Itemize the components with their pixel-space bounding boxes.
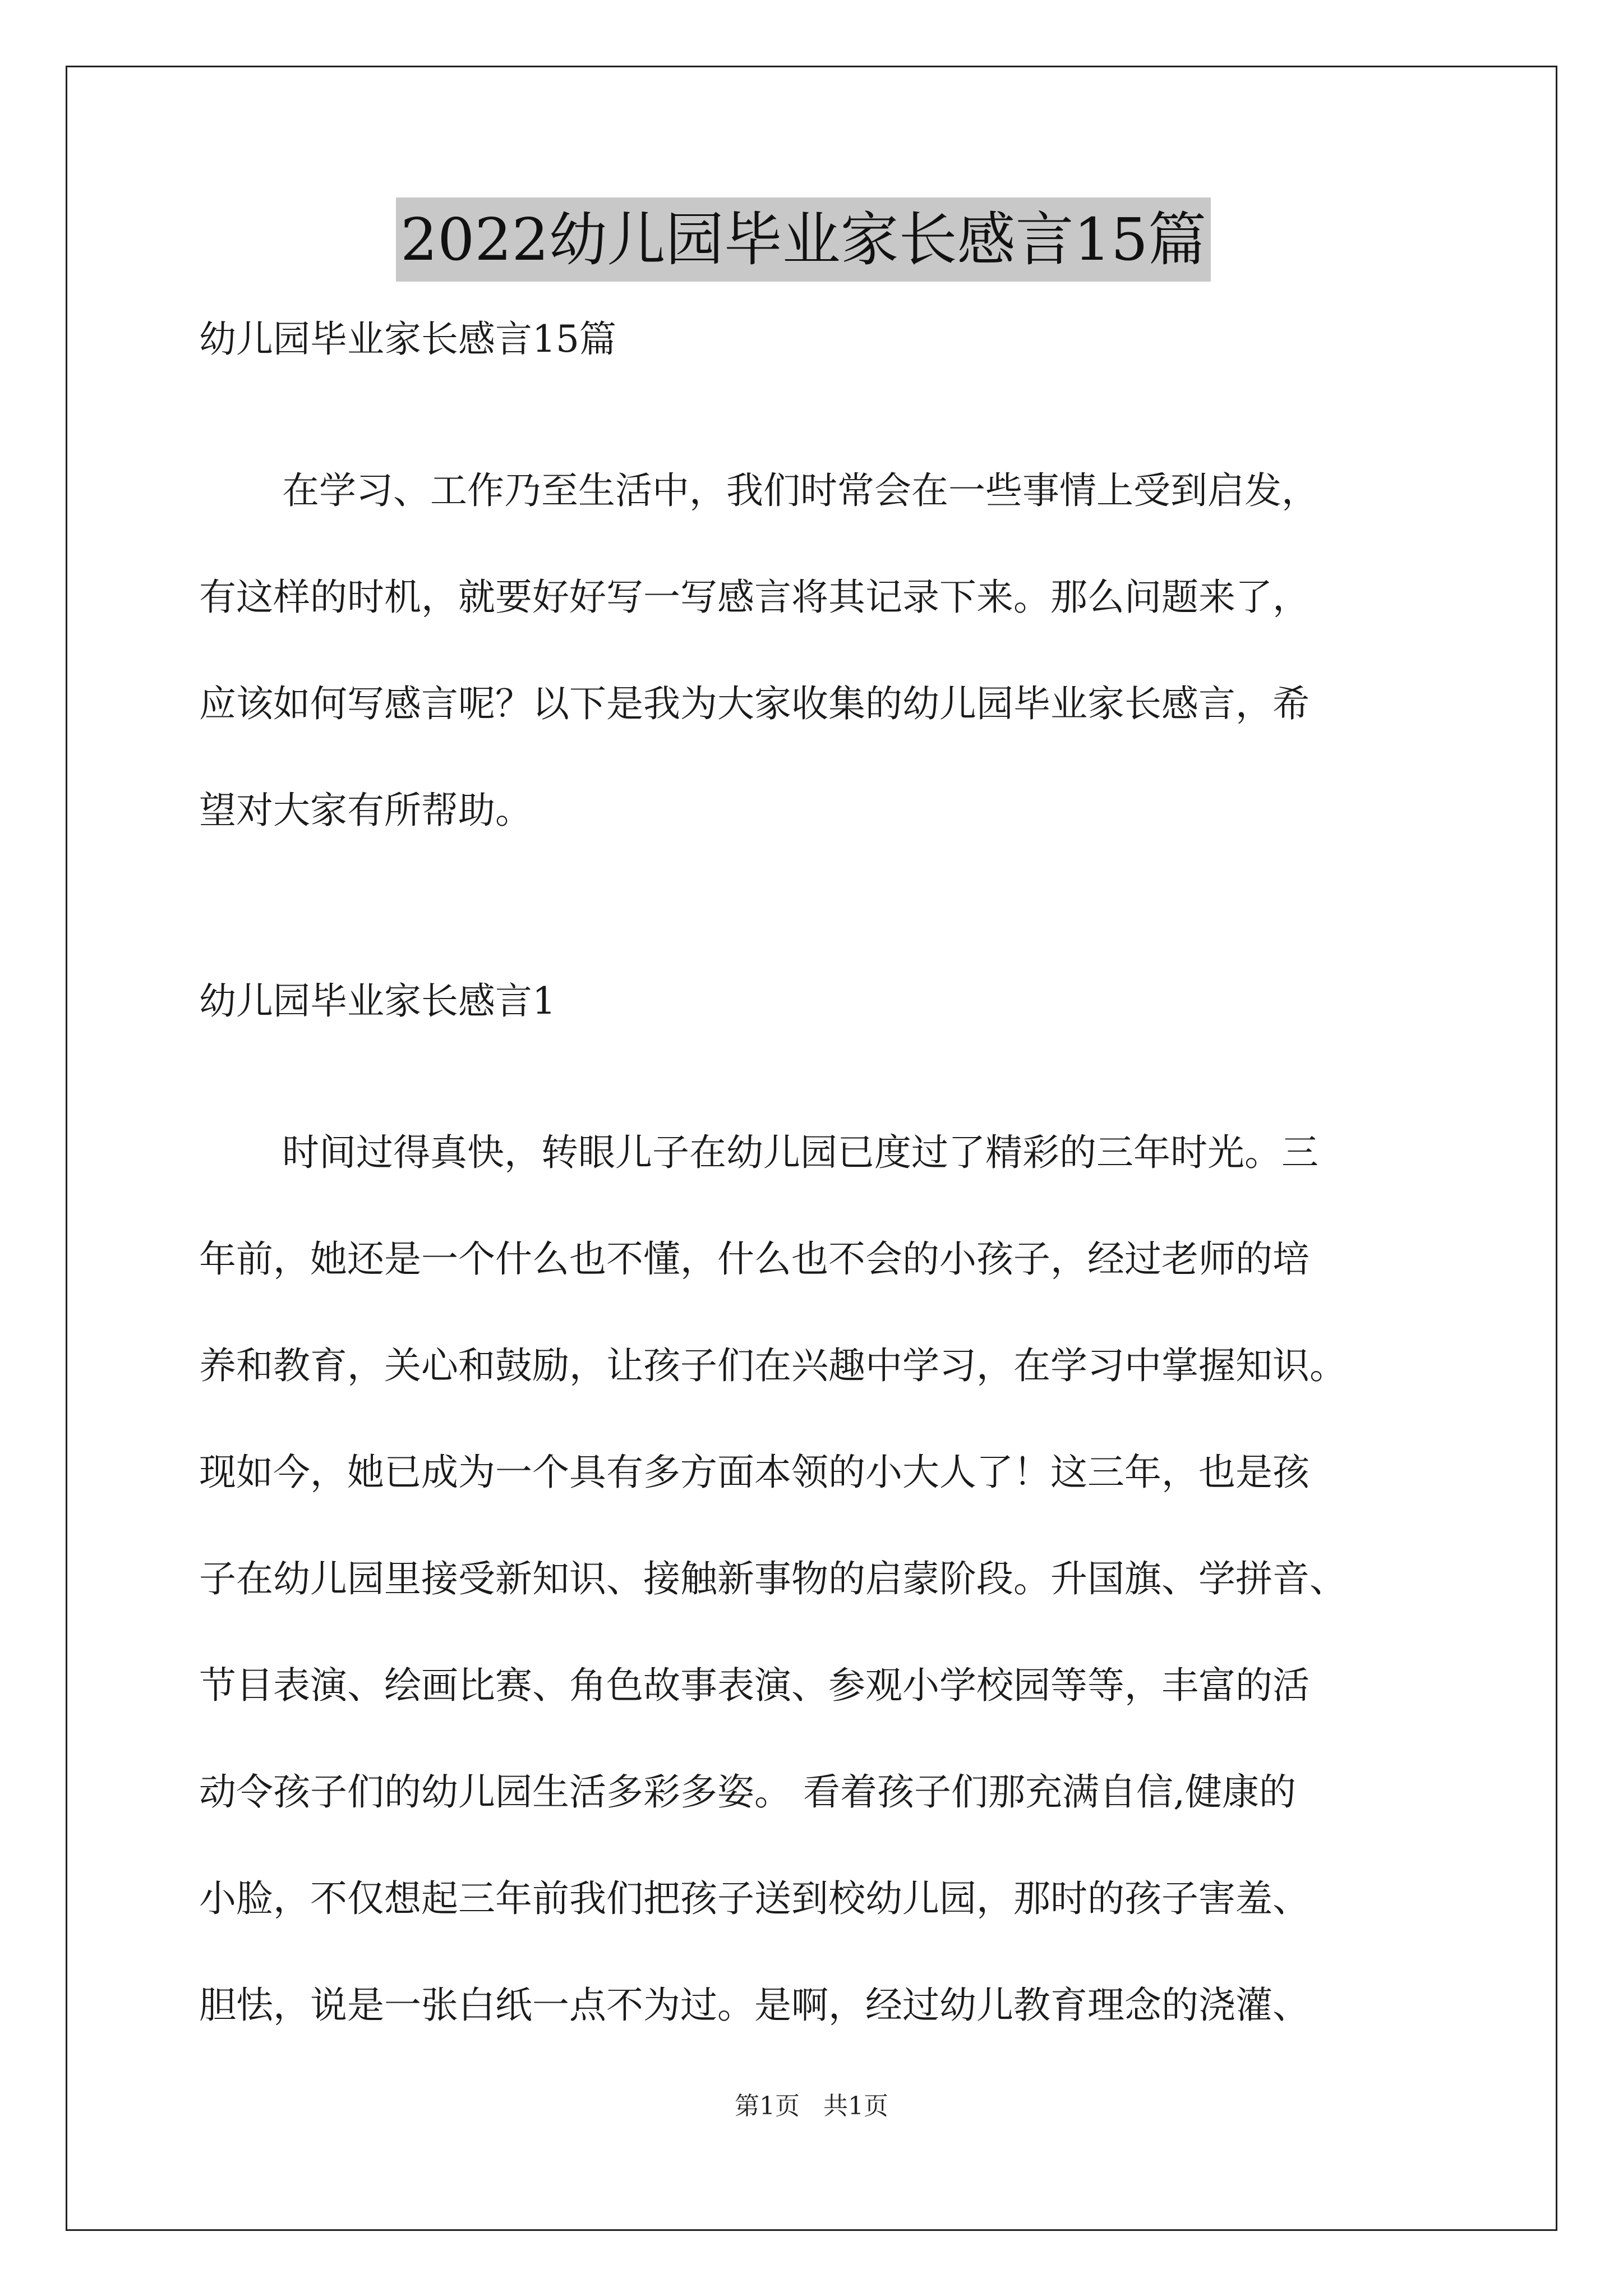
intro-paragraph [199, 438, 1478, 864]
section-paragraph [199, 1099, 1478, 2059]
section-line: 现如今，她已成为一个具有多方面本领的小大人了！这三年，也是孩 [199, 1451, 1310, 1494]
intro-line: 在学习、工作乃至生活中，我们时常会在一些事情上受到启发， [282, 469, 1318, 512]
document-title: 2022幼儿园毕业家长感言15篇 [396, 197, 1211, 282]
intro-line: 望对大家有所帮助。 [199, 789, 532, 832]
section-line: 节目表演、绘画比赛、角色故事表演、参观小学校园等等，丰富的活 [199, 1664, 1310, 1707]
section-line: 年前，她还是一个什么也不懂，什么也不会的小孩子，经过老师的培 [199, 1237, 1310, 1281]
page-footer: 第1页 共1页 [735, 2092, 888, 2120]
section-line: 养和教育，关心和鼓励，让孩子们在兴趣中学习，在学习中掌握知识。 [199, 1344, 1347, 1387]
section-line: 子在幼儿园里接受新知识、接触新事物的启蒙阶段。升国旗、学拼音、 [199, 1557, 1347, 1600]
section-line: 胆怯，说是一张白纸一点不为过。是啊，经过幼儿教育理念的浇灌、 [199, 1984, 1310, 2027]
intro-line: 有这样的时机，就要好好写一写感言将其记录下来。那么问题来了， [199, 576, 1310, 619]
document-subtitle: 幼儿园毕业家长感言15篇 [199, 318, 616, 361]
section-line: 小脸，不仅想起三年前我们把孩子送到校幼儿园，那时的孩子害羞、 [199, 1877, 1310, 1920]
section-line: 时间过得真快，转眼儿子在幼儿园已度过了精彩的三年时光。三 [282, 1131, 1318, 1174]
intro-line: 应该如何写感言呢？以下是我为大家收集的幼儿园毕业家长感言，希 [199, 682, 1310, 725]
section-heading: 幼儿园毕业家长感言1 [199, 979, 556, 1023]
section-line: 动令孩子们的幼儿园生活多彩多姿。 看着孩子们那充满自信,健康的 [199, 1770, 1296, 1814]
